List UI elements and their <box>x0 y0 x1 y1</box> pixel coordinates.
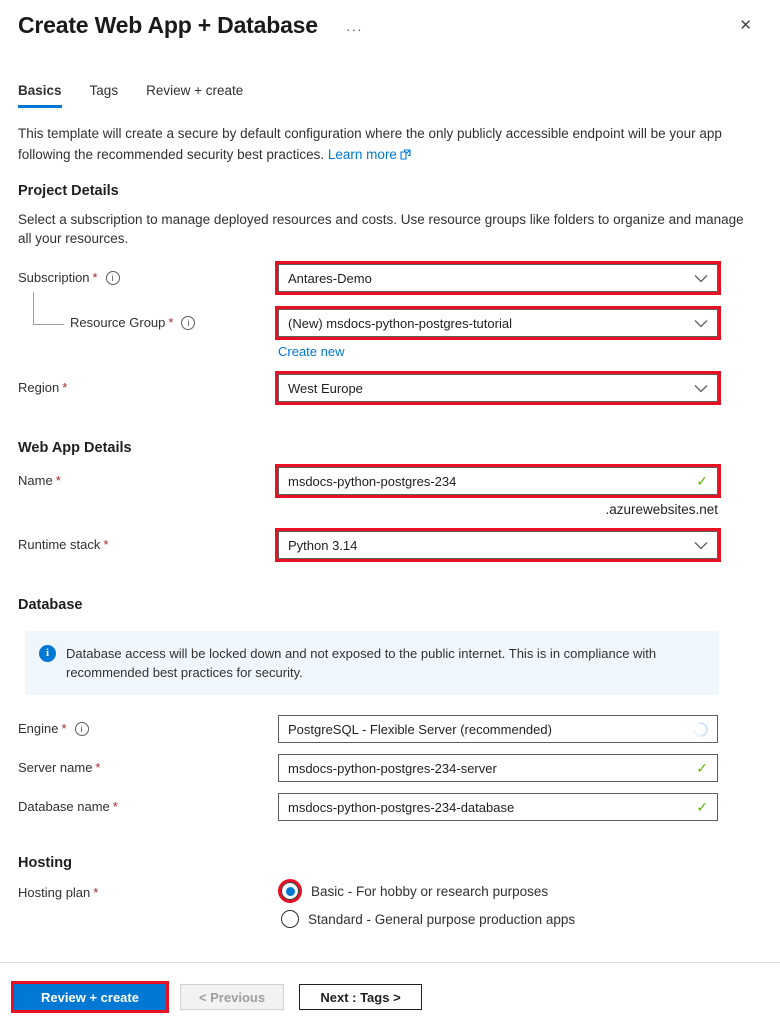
runtime-stack-row <box>18 531 780 559</box>
runtime-stack-label: Runtime stack * <box>18 537 109 552</box>
required-asterisk: * <box>103 537 109 552</box>
chevron-down-icon <box>694 319 708 328</box>
loading-spinner-icon <box>690 719 711 740</box>
database-info-text: Database access will be locked down and not exposed to the public internet. This is in compliance with recommended best practices for security. <box>66 646 657 680</box>
name-input[interactable]: msdocs-python-postgres-234 ✓ <box>278 467 718 495</box>
valid-check-icon: ✓ <box>696 798 708 815</box>
project-details-description: Select a subscription to manage deployed resources and costs. Use resource groups like folders to organize and manage all your resources. <box>18 212 744 246</box>
tree-connector <box>33 292 64 325</box>
name-label: Name * <box>18 473 61 488</box>
required-asterisk: * <box>112 799 118 814</box>
info-icon[interactable]: i <box>181 316 195 330</box>
create-new-row <box>278 344 780 359</box>
subscription-row <box>18 264 780 292</box>
radio-selected-icon[interactable] <box>281 882 299 900</box>
chevron-down-icon <box>694 541 708 550</box>
hosting-plan-radio-group <box>278 879 575 935</box>
subscription-label: Subscription * i <box>18 264 278 285</box>
web-app-details-heading: Web App Details <box>18 440 132 456</box>
engine-label: Engine * i <box>18 715 278 736</box>
radio-option-basic[interactable] <box>278 879 575 903</box>
hosting-plan-row <box>18 879 780 935</box>
close-icon[interactable]: ✕ <box>739 17 752 34</box>
hosting-heading: Hosting <box>18 855 72 871</box>
region-row <box>18 374 780 402</box>
tab-basics[interactable]: Basics <box>18 83 62 108</box>
template-description <box>18 123 750 165</box>
template-description-text: This template will create a secure by default configuration where the only publicly accessible endpoint will be your app following the recommended security best practices. <box>18 126 722 162</box>
resource-group-label: Resource Group * i <box>18 309 278 330</box>
radio-option-standard[interactable] <box>278 910 575 928</box>
region-dropdown[interactable]: West Europe <box>278 374 718 402</box>
domain-suffix: .azurewebsites.net <box>605 502 718 517</box>
chevron-down-icon <box>694 384 708 393</box>
required-asterisk: * <box>61 721 67 736</box>
project-details-heading: Project Details <box>18 183 119 199</box>
tab-review-create[interactable]: Review + create <box>146 83 244 98</box>
database-name-row <box>18 793 780 821</box>
wizard-tabs <box>18 83 780 108</box>
resource-group-row <box>18 309 780 337</box>
required-asterisk: * <box>93 885 99 900</box>
review-create-button[interactable]: Review + create <box>14 984 166 1010</box>
next-tags-button[interactable]: Next : Tags > <box>299 984 422 1010</box>
previous-button: < Previous <box>180 984 284 1010</box>
highlight-ring <box>278 879 302 903</box>
info-icon[interactable]: i <box>75 722 89 736</box>
server-name-label: Server name * <box>18 760 101 775</box>
engine-row <box>18 715 780 743</box>
tab-tags[interactable]: Tags <box>89 83 119 98</box>
name-row <box>18 467 780 495</box>
valid-check-icon: ✓ <box>696 759 708 776</box>
required-asterisk: * <box>55 473 61 488</box>
required-asterisk: * <box>92 270 98 285</box>
external-link-icon <box>400 149 411 160</box>
database-heading: Database <box>18 597 83 613</box>
database-name-input[interactable]: msdocs-python-postgres-234-database ✓ <box>278 793 718 821</box>
subscription-dropdown[interactable]: Antares-Demo <box>278 264 718 292</box>
learn-more-link[interactable]: Learn more <box>327 147 397 162</box>
runtime-stack-dropdown[interactable]: Python 3.14 <box>278 531 718 559</box>
info-filled-icon: i <box>39 645 56 662</box>
required-asterisk: * <box>168 315 174 330</box>
required-asterisk: * <box>62 380 68 395</box>
page-title: Create Web App + Database <box>18 12 318 38</box>
radio-label: Standard - General purpose production apps <box>308 911 576 927</box>
radio-label: Basic - For hobby or research purposes <box>311 883 549 899</box>
create-new-link[interactable]: Create new <box>278 344 345 359</box>
server-name-input[interactable]: msdocs-python-postgres-234-server ✓ <box>278 754 718 782</box>
resource-group-dropdown[interactable]: (New) msdocs-python-postgres-tutorial <box>278 309 718 337</box>
database-name-label: Database name * <box>18 799 118 814</box>
dialog-header <box>0 0 780 39</box>
engine-input[interactable]: PostgreSQL - Flexible Server (recommended) <box>278 715 718 743</box>
valid-check-icon: ✓ <box>696 472 708 489</box>
database-info-banner <box>25 631 719 695</box>
overflow-menu-icon[interactable]: ··· <box>345 21 363 37</box>
radio-unselected-icon[interactable] <box>281 910 299 928</box>
server-name-row <box>18 754 780 782</box>
hosting-plan-label: Hosting plan * <box>18 885 99 900</box>
wizard-footer <box>0 962 780 1032</box>
required-asterisk: * <box>95 760 101 775</box>
region-label: Region * <box>18 380 68 395</box>
chevron-down-icon <box>694 274 708 283</box>
info-icon[interactable]: i <box>106 271 120 285</box>
